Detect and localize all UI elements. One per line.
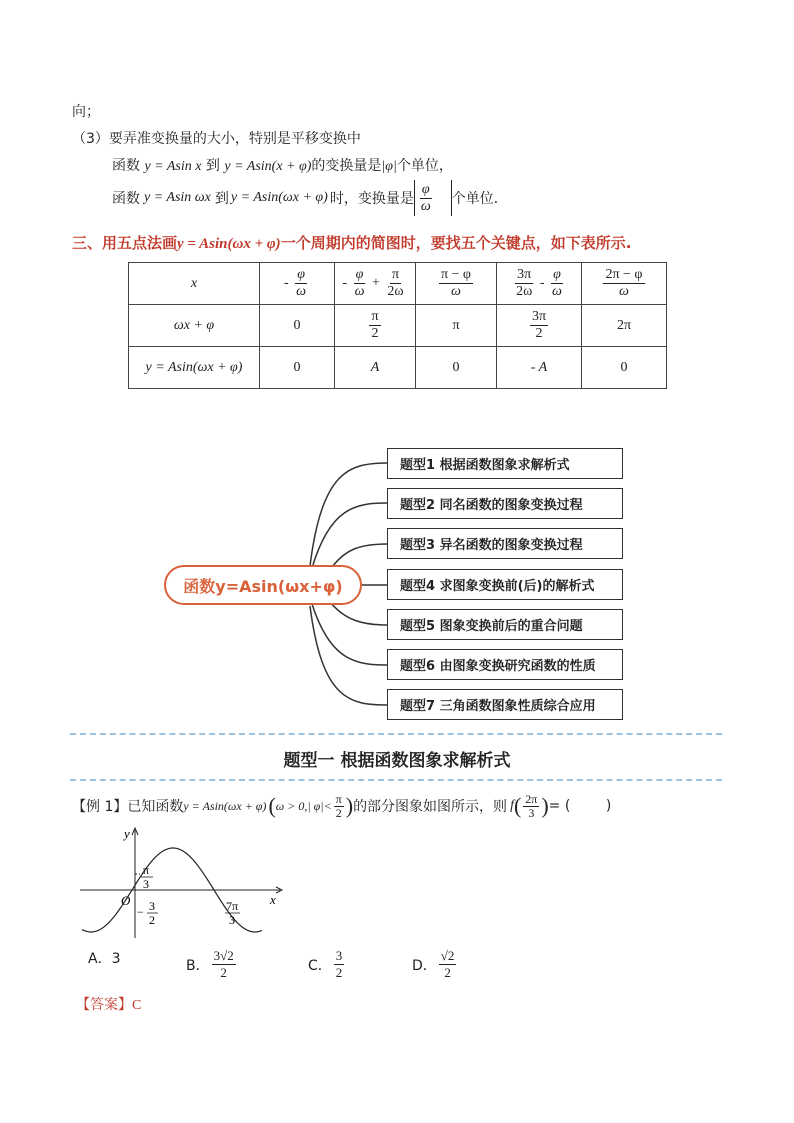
text: 到 xyxy=(205,158,220,174)
formula: |φ| xyxy=(381,159,397,174)
origin-label: O xyxy=(121,893,131,908)
option-a[interactable]: A．3 xyxy=(88,951,121,967)
label-neg32-num: 3 xyxy=(149,899,155,913)
text: 的部分图象如图所示，则 xyxy=(353,799,508,815)
sign: + xyxy=(371,275,380,291)
table-cell: 0 xyxy=(582,347,667,389)
denominator: ω xyxy=(296,284,307,299)
numerator: π xyxy=(371,309,379,324)
numerator: φ xyxy=(421,181,430,197)
denominator: 2 xyxy=(220,965,227,980)
connector xyxy=(310,606,387,705)
label-7pi3-num: 7π xyxy=(226,899,239,913)
numerator: 2π xyxy=(525,791,538,806)
numerator: π xyxy=(335,791,342,806)
connector xyxy=(310,463,387,566)
paren: ) xyxy=(345,793,354,818)
denominator: 2 xyxy=(335,805,342,820)
function-name: f xyxy=(510,798,514,813)
text: 到 xyxy=(214,191,229,207)
label-7pi3-den: 3 xyxy=(229,913,235,927)
intro-continuation: 向； xyxy=(72,104,100,120)
numerator: φ xyxy=(297,267,305,282)
divider-top xyxy=(70,733,722,735)
y-axis-label: y xyxy=(124,826,130,841)
text: 个单位， xyxy=(396,158,453,174)
fraction xyxy=(334,793,344,820)
denominator: 2 xyxy=(335,965,343,980)
numerator: φ xyxy=(355,267,364,282)
connector xyxy=(330,602,387,625)
type-box-3: 题型3 异名函数的图象变换过程 xyxy=(387,528,623,559)
text: 的变换量是 xyxy=(311,158,382,174)
numerator: φ xyxy=(553,267,561,282)
row-label: ωx + φ xyxy=(129,305,260,347)
numerator: π xyxy=(391,267,400,282)
answer-line xyxy=(76,994,141,1014)
denominator: 3 xyxy=(528,805,535,820)
x-axis-label: x xyxy=(270,892,276,907)
sign: - xyxy=(342,275,348,291)
type-box-1: 题型1 根据函数图象求解析式 xyxy=(387,448,623,479)
numerator: 3√2 xyxy=(213,948,234,963)
section-title: 题型一 根据函数图象求解析式 xyxy=(283,751,511,771)
table-cell: 2π xyxy=(582,305,667,347)
denominator: ω xyxy=(552,284,562,299)
denominator: 2 xyxy=(535,326,543,341)
denominator: 2 xyxy=(371,326,379,341)
sine-graph xyxy=(80,826,290,940)
divider-bottom xyxy=(70,779,722,781)
example-label: 【例 1】 xyxy=(72,799,128,815)
row-label: y = Asin(ωx + φ) xyxy=(129,347,260,389)
type-box-4: 题型4 求图象变换前(后)的解析式 xyxy=(387,569,623,600)
denominator: 2ω xyxy=(387,284,404,299)
sign: - xyxy=(283,275,289,291)
formula: y = Asin(ωx + φ) xyxy=(230,190,328,205)
numerator: π − φ xyxy=(440,267,472,282)
table-cell: - A xyxy=(497,347,582,389)
denominator: ω xyxy=(354,284,365,299)
fraction xyxy=(212,948,236,981)
numerator: 3 xyxy=(335,948,343,963)
table-cell: 0 xyxy=(416,347,497,389)
example-1-statement xyxy=(72,789,611,823)
paren: ( xyxy=(268,793,276,818)
label-neg-sign: − xyxy=(137,905,144,919)
text: 函数 xyxy=(112,191,140,207)
option-letter: D． xyxy=(412,957,437,974)
text: 已知函数 xyxy=(127,799,184,815)
numerator: √2 xyxy=(440,948,455,963)
numerator: 3π xyxy=(517,267,532,282)
numerator: 3π xyxy=(531,309,547,324)
paren: ) xyxy=(541,793,549,818)
option-b[interactable] xyxy=(186,948,238,981)
denominator: ω xyxy=(420,198,431,214)
option-d[interactable] xyxy=(412,948,458,981)
formula: y = Asin(x + φ) xyxy=(224,159,312,174)
connector xyxy=(312,503,387,568)
table-cell: π xyxy=(416,305,497,347)
sign: - xyxy=(539,275,545,291)
connector xyxy=(312,604,387,665)
answer-value: C xyxy=(132,998,142,1013)
table-cell: A xyxy=(335,347,416,389)
fraction xyxy=(523,793,539,820)
type-box-2: 题型2 同名函数的图象变换过程 xyxy=(387,488,623,519)
text: 时，变换量是 xyxy=(329,191,414,207)
paren: ( xyxy=(513,793,522,818)
type-box-6: 题型6 由图象变换研究函数的性质 xyxy=(387,649,623,680)
formula: y = Asin x xyxy=(144,159,202,174)
label-pi3-num: π xyxy=(143,863,150,877)
text: 三、用五点法画 xyxy=(72,234,178,252)
formula: y = Asin(ωx + φ) xyxy=(177,236,281,252)
numerator: 2π − φ xyxy=(605,267,643,282)
intro-point-3: （3）要弄准变换量的大小，特别是平移变换中 xyxy=(72,131,361,147)
formula: y = Asin ωx xyxy=(144,190,211,205)
label-pi3-den: 3 xyxy=(143,877,149,891)
condition: ω > 0,| φ|< xyxy=(275,798,332,813)
answer-label: 【答案】 xyxy=(76,997,132,1013)
text: = ( ) xyxy=(548,798,612,814)
text: 一个周期内的简图时，要找五个关键点，如下表所示. xyxy=(280,234,632,252)
denominator: ω xyxy=(619,284,629,299)
option-letter: C． xyxy=(308,957,332,974)
row-label: x xyxy=(129,263,260,305)
denominator: ω xyxy=(451,284,461,299)
text: 个单位． xyxy=(451,191,508,207)
formula: y = Asin(ωx + φ) xyxy=(183,798,267,813)
type-box-7: 题型7 三角函数图象性质综合应用 xyxy=(387,689,623,720)
table-cell: 0 xyxy=(260,347,335,389)
denominator: 2ω xyxy=(516,284,533,299)
fraction xyxy=(334,948,345,981)
type-box-5: 题型5 图象变换前后的重合问题 xyxy=(387,609,623,640)
label-neg32-den: 2 xyxy=(149,913,155,927)
fraction xyxy=(439,948,457,981)
mindmap-center-node: 函数y=Asin(ωx+φ) xyxy=(164,565,362,605)
table-cell: 0 xyxy=(260,305,335,347)
denominator: 2 xyxy=(444,965,451,980)
option-c[interactable] xyxy=(308,948,346,981)
text: 函数 xyxy=(112,158,140,174)
option-letter: B． xyxy=(186,957,210,974)
